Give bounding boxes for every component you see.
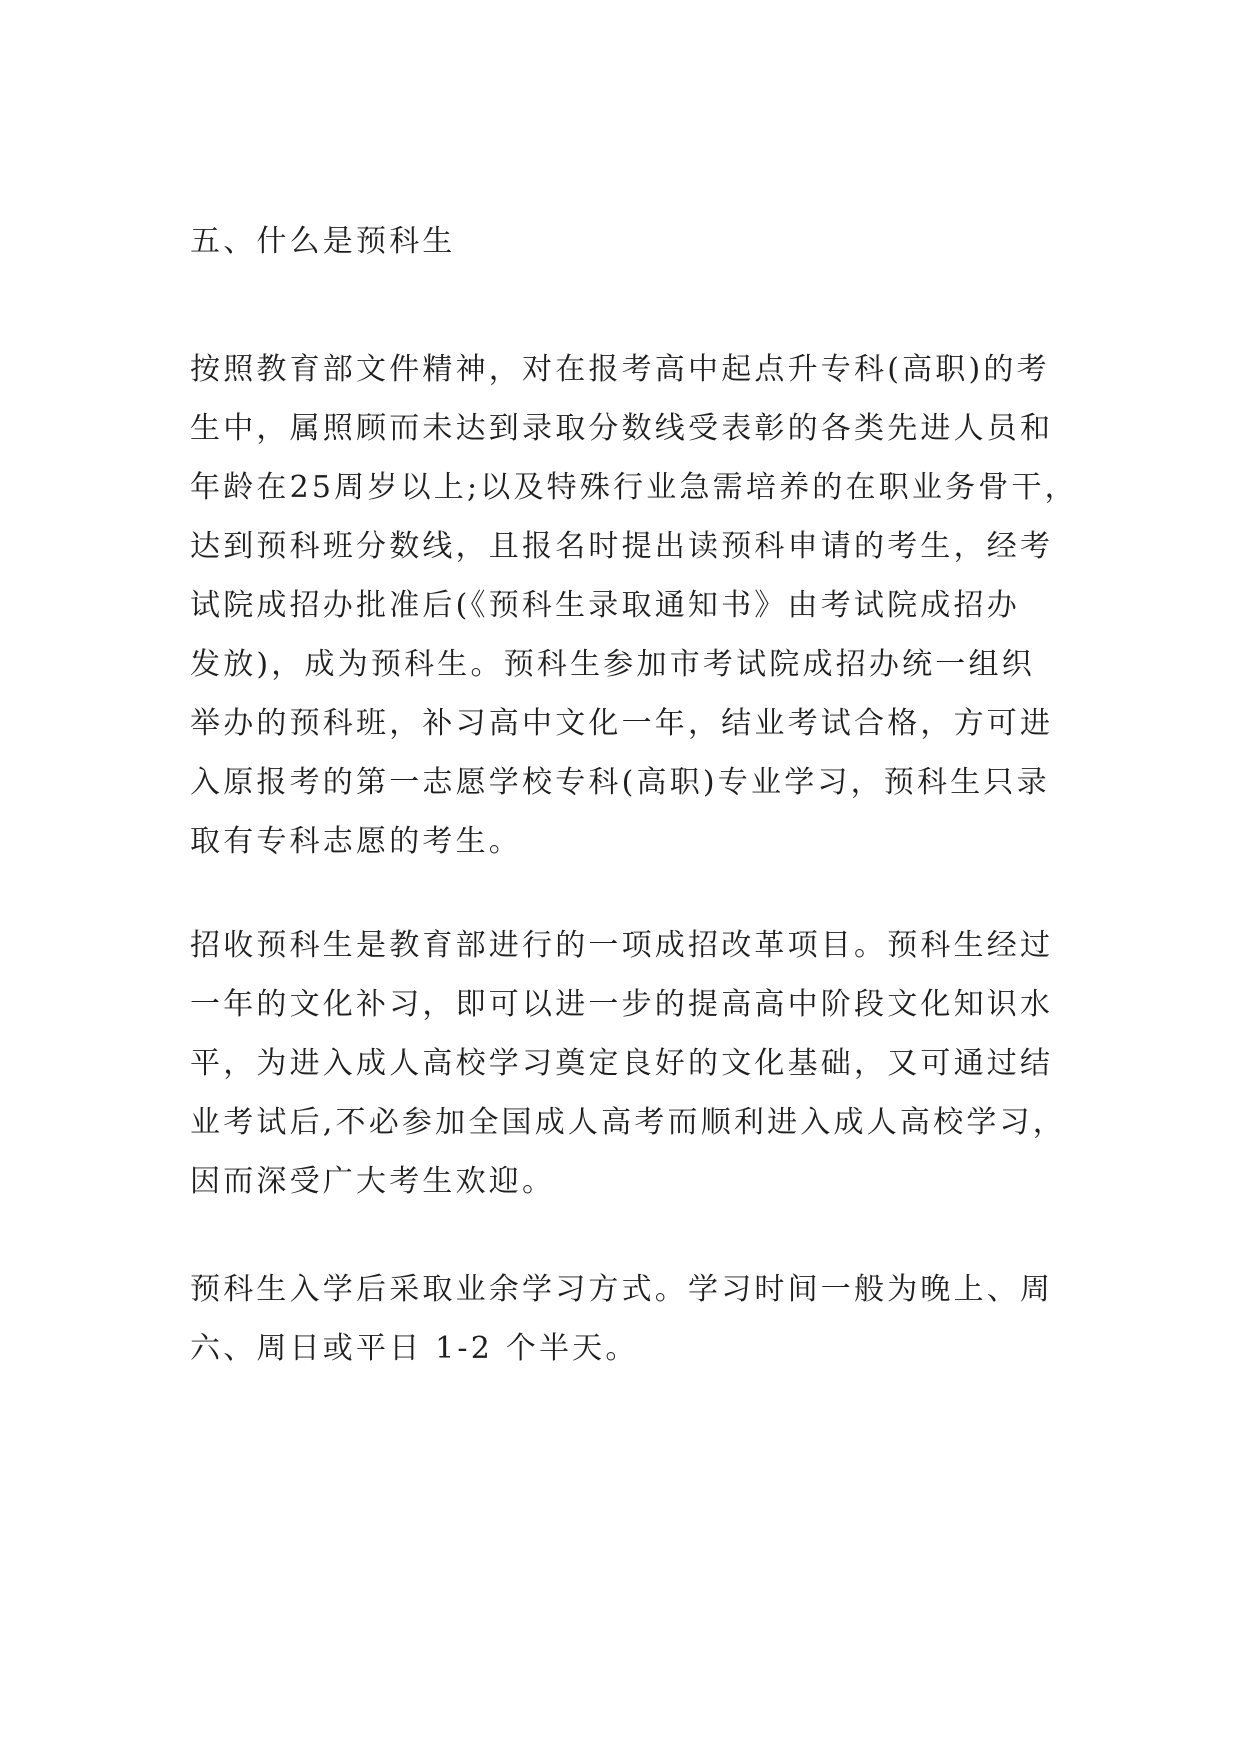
paragraph-line: 按照教育部文件精神，对在报考高中起点升专科(高职)的考 <box>190 352 1050 387</box>
paragraph-3 <box>190 1260 1054 1378</box>
paragraph-line: 预科生入学后采取业余学习方式。学习时间一般为晚上、周 <box>190 1272 1054 1307</box>
paragraph-line: 招收预科生是教育部进行的一项成招改革项目。预科生经过 <box>190 928 1054 963</box>
paragraph-line: 年龄在25周岁以上;以及特殊行业急需培养的在职业务骨干， <box>190 470 1078 505</box>
paragraph-line: 达到预科班分数线，且报名时提出读预科申请的考生，经考 <box>190 529 1054 564</box>
section-heading: 五、什么是预科生 <box>190 224 456 259</box>
paragraph-line: 生中，属照顾而未达到录取分数线受表彰的各类先进人员和 <box>190 411 1054 446</box>
paragraph-line: 取有专科志愿的考生。 <box>190 824 522 859</box>
paragraph-2 <box>190 916 1066 1211</box>
paragraph-line: 六、周日或平日 1-2 个半天。 <box>190 1331 639 1366</box>
paragraph-line: 举办的预科班，补习高中文化一年，结业考试合格，方可进 <box>190 706 1054 741</box>
paragraph-line: 一年的文化补习，即可以进一步的提高高中阶段文化知识水 <box>190 987 1054 1022</box>
paragraph-line: 业考试后,不必参加全国成人高考而顺利进入成人高校学习， <box>190 1105 1066 1140</box>
paragraph-1 <box>190 340 1078 871</box>
paragraph-line: 平，为进入成人高校学习奠定良好的文化基础，又可通过结 <box>190 1046 1054 1081</box>
paragraph-line: 试院成招办批准后(《预科生录取通知书》由考试院成招办 <box>190 588 1020 623</box>
paragraph-line: 因而深受广大考生欢迎。 <box>190 1164 556 1199</box>
paragraph-line: 入原报考的第一志愿学校专科(高职)专业学习，预科生只录 <box>190 765 1050 800</box>
paragraph-line: 发放)，成为预科生。预科生参加市考试院成招办统一组织 <box>190 647 1035 682</box>
